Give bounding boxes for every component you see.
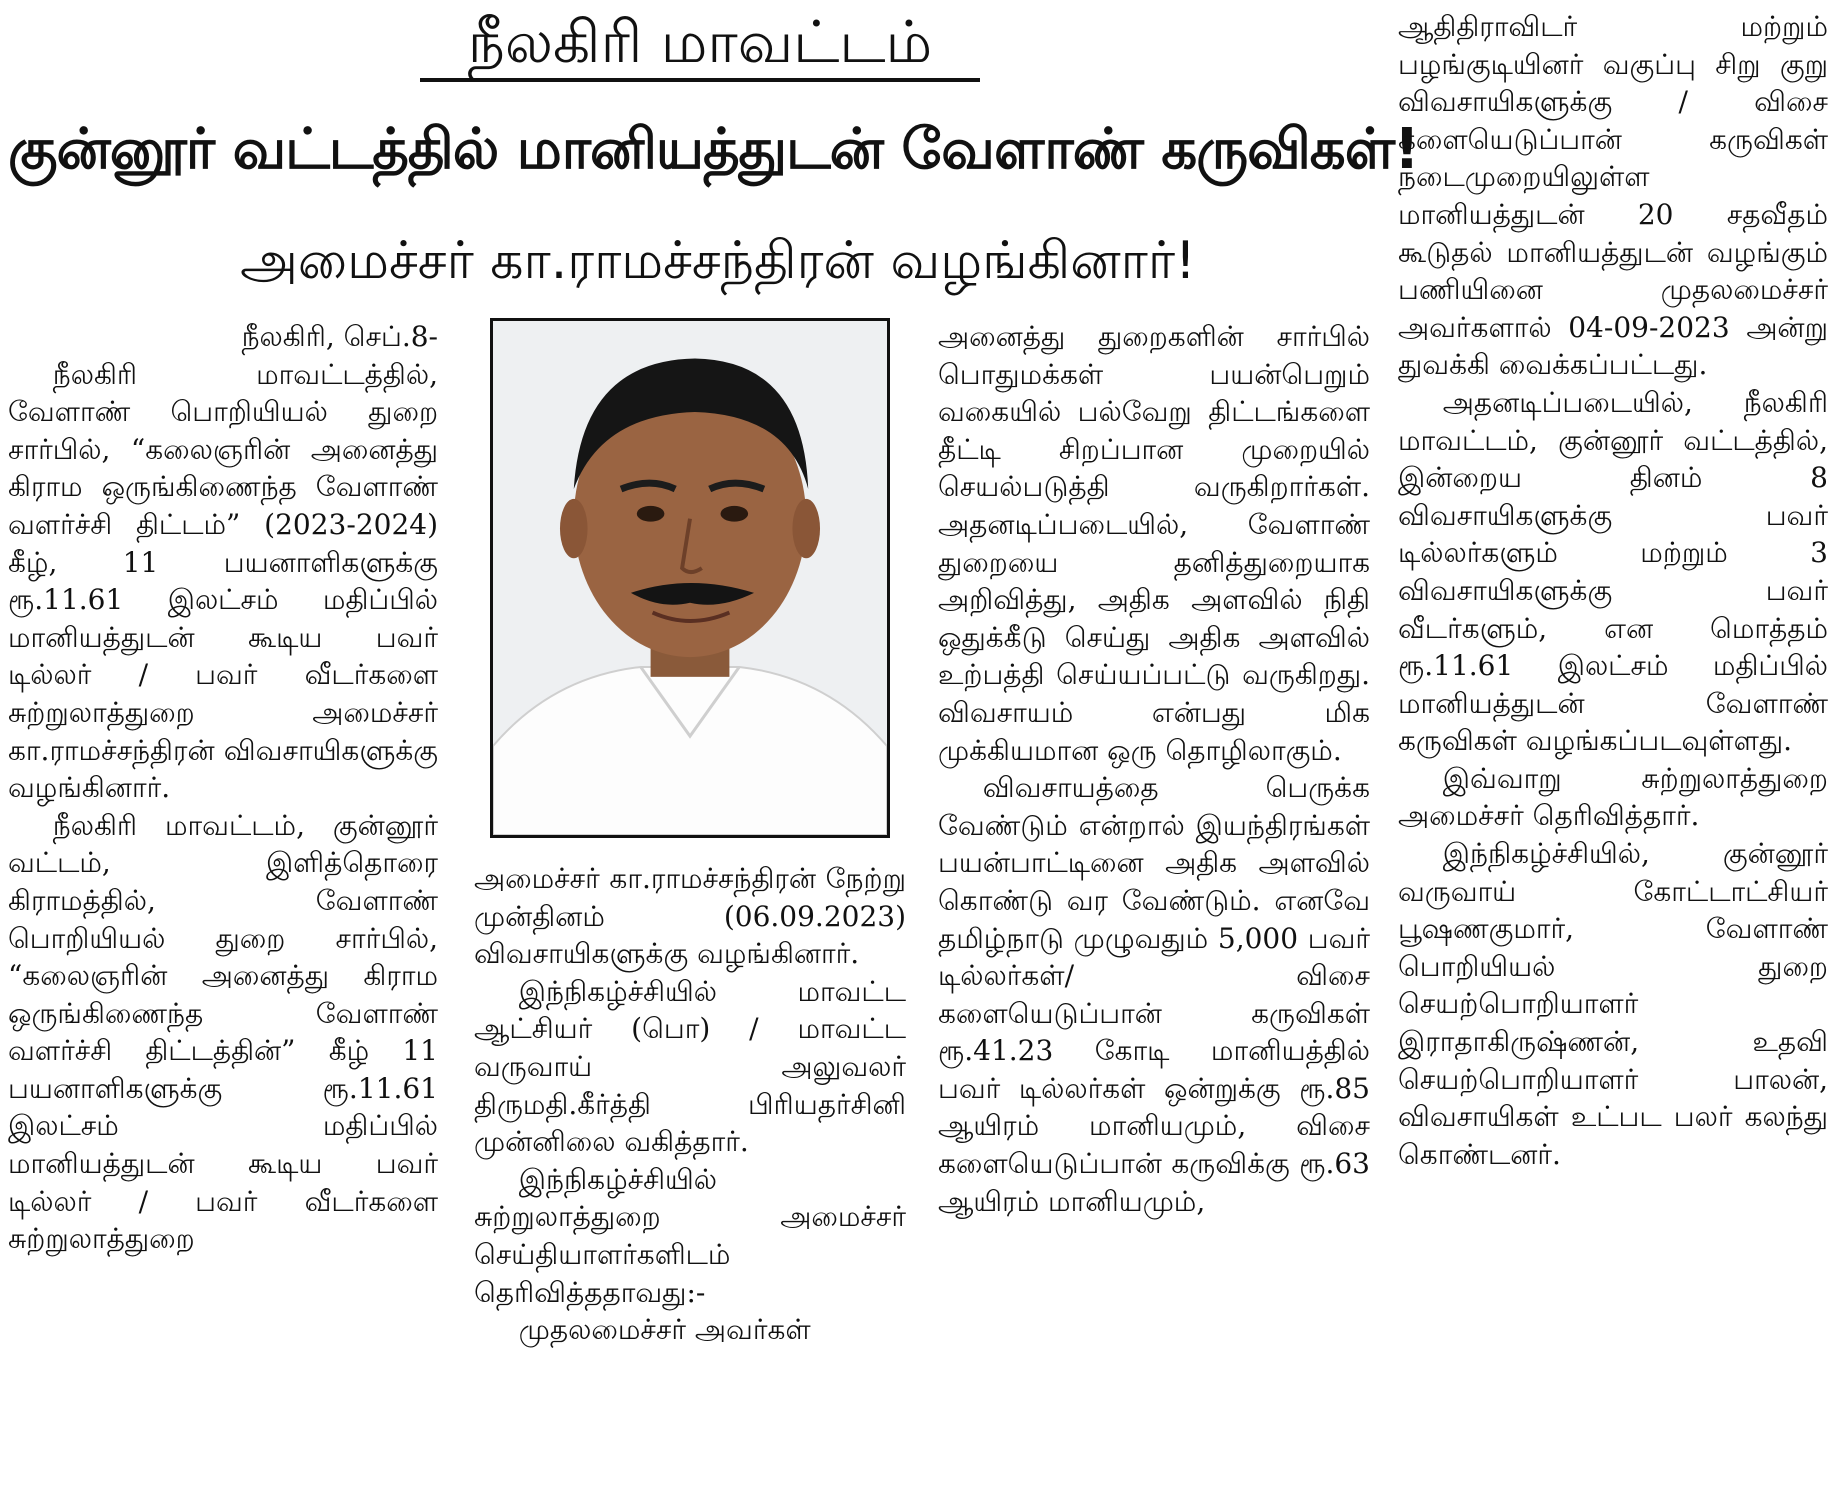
dateline: நீலகிரி, செப்.8- bbox=[241, 320, 438, 353]
paragraph: அனைத்து துறைகளின் சார்பில் பொதுமக்கள் பயன்பெறும் வகையில் பல்வேறு திட்டங்களை தீட்டி சிறப்பான முறையில் செயல்படுத்தி வருகிறார்கள். அதனடிப்படையில், வேளாண் துறையை தனித்துறையாக அறிவித்து, அதிக அளவில் நிதி ஒதுக்கீடு செய்து அதிக அளவில் உற்பத்தி செய்யப்பட்டு வருகிறது. விவசாயம் என்பது மிக முக்கியமான ஒரு தொழிலாகும். bbox=[938, 320, 1370, 767]
headline: குன்னூர் வட்டத்தில் மானியத்துடன் வேளாண் கருவிகள்! bbox=[8, 117, 1419, 182]
article-column-4 bbox=[1398, 8, 1828, 1173]
paragraph: இந்நிகழ்ச்சியில் மாவட்ட ஆட்சியர் (பொ) / மாவட்ட வருவாய் அலுவலர் திருமதி.கீர்த்தி பிரியதர்சினி முன்னிலை வகித்தார். bbox=[474, 974, 906, 1159]
portrait-icon bbox=[493, 321, 887, 835]
paragraph: முதலமைச்சர் அவர்கள் bbox=[518, 1313, 811, 1347]
paragraph: இந்நிகழ்ச்சியில் சுற்றுலாத்துறை அமைச்சர் செய்தியாளர்களிடம் தெரிவித்ததாவது:- bbox=[474, 1162, 906, 1309]
paragraph: நீலகிரி மாவட்டத்தில், வேளாண் பொறியியல் துறை சார்பில், “கலைஞரின் அனைத்து கிராம ஒருங்கிணைந்த வேளாண் வளர்ச்சி திட்டம்” (2023-2024) கீழ், 11 பயனாளிகளுக்கு ரூ.11.61 இலட்சம் மதிப்பில் மானியத்துடன் கூடிய பவர் டில்லர் / பவர் வீடர்களை சுற்றுலாத்துறை அமைச்சர் கா.ராமச்சந்திரன் விவசாயிகளுக்கு வழங்கினார். bbox=[8, 357, 438, 805]
article-column-2 bbox=[474, 860, 906, 1349]
paragraph: இவ்வாறு சுற்றுலாத்துறை அமைச்சர் தெரிவித்தார். bbox=[1398, 761, 1828, 833]
paragraph: விவசாயத்தை பெருக்க வேண்டும் என்றால் இயந்திரங்கள் பயன்பாட்டினை அதிக அளவில் கொண்டு வர வேண்டும். எனவே தமிழ்நாடு முழுவதும் 5,000 பவர் டில்லர்கள்/ விசை களையெடுப்பான் கருவிகள் ரூ.41.23 கோடி மானியத்தில் பவர் டில்லர்கள் ஒன்றுக்கு ரூ.85 ஆயிரம் மானியமும், விசை களையெடுப்பான் கருவிக்கு ரூ.63 ஆயிரம் மானியமும், bbox=[938, 771, 1370, 1218]
article-column-1 bbox=[8, 318, 438, 1258]
paragraph: ஆதிதிராவிடர் மற்றும் பழங்குடியினர் வகுப்பு சிறு குறு விவசாயிகளுக்கு / விசை களையெடுப்பான் கருவிகள் நடைமுறையிலுள்ள மானியத்துடன் 20 சதவீதம் கூடுதல் மானியத்துடன் வழங்கும் பணியினை முதலமைச்சர் அவர்களால் 04-09-2023 அன்று துவக்கி வைக்கப்பட்டது. bbox=[1398, 10, 1828, 382]
article-column-3 bbox=[938, 318, 1370, 1220]
paragraph: இந்நிகழ்ச்சியில், குன்னூர் வருவாய் கோட்டாட்சியர் பூஷணகுமார், வேளாண் பொறியியல் துறை செயற்பொறியாளர் இராதாகிருஷ்ணன், உதவி செயற்பொறியாளர் பாலன், விவசாயிகள் உட்பட பலர் கலந்து கொண்டனர். bbox=[1398, 837, 1828, 1171]
paragraph: நீலகிரி மாவட்டம், குன்னூர் வட்டம், இளித்தொரை கிராமத்தில், வேளாண் பொறியியல் துறை சார்பில், “கலைஞரின் அனைத்து கிராம ஒருங்கிணைந்த வேளாண் வளர்ச்சி திட்டத்தின்” கீழ் 11 பயனாளிகளுக்கு ரூ.11.61 இலட்சம் மதிப்பில் மானியத்துடன் கூடிய பவர் டில்லர் / பவர் வீடர்களை சுற்றுலாத்துறை bbox=[8, 808, 438, 1256]
minister-photo bbox=[490, 318, 890, 838]
photo-caption: அமைச்சர் கா.ராமச்சந்திரன் நேற்று முன்தினம் (06.09.2023) விவசாயிகளுக்கு வழங்கினார். bbox=[474, 862, 906, 971]
subheadline: அமைச்சர் கா.ராமச்சந்திரன் வழங்கினார்! bbox=[240, 231, 1196, 291]
kicker-title: நீலகிரி மாவட்டம் bbox=[420, 6, 980, 82]
paragraph: அதனடிப்படையில், நீலகிரி மாவட்டம், குன்னூர் வட்டத்தில், இன்றைய தினம் 8 விவசாயிகளுக்கு பவர் டில்லர்களும் மற்றும் 3 விவசாயிகளுக்கு பவர் வீடர்களும், என மொத்தம் ரூ.11.61 இலட்சம் மதிப்பில் மானியத்துடன் வேளாண் கருவிகள் வழங்கப்படவுள்ளது. bbox=[1398, 385, 1828, 758]
